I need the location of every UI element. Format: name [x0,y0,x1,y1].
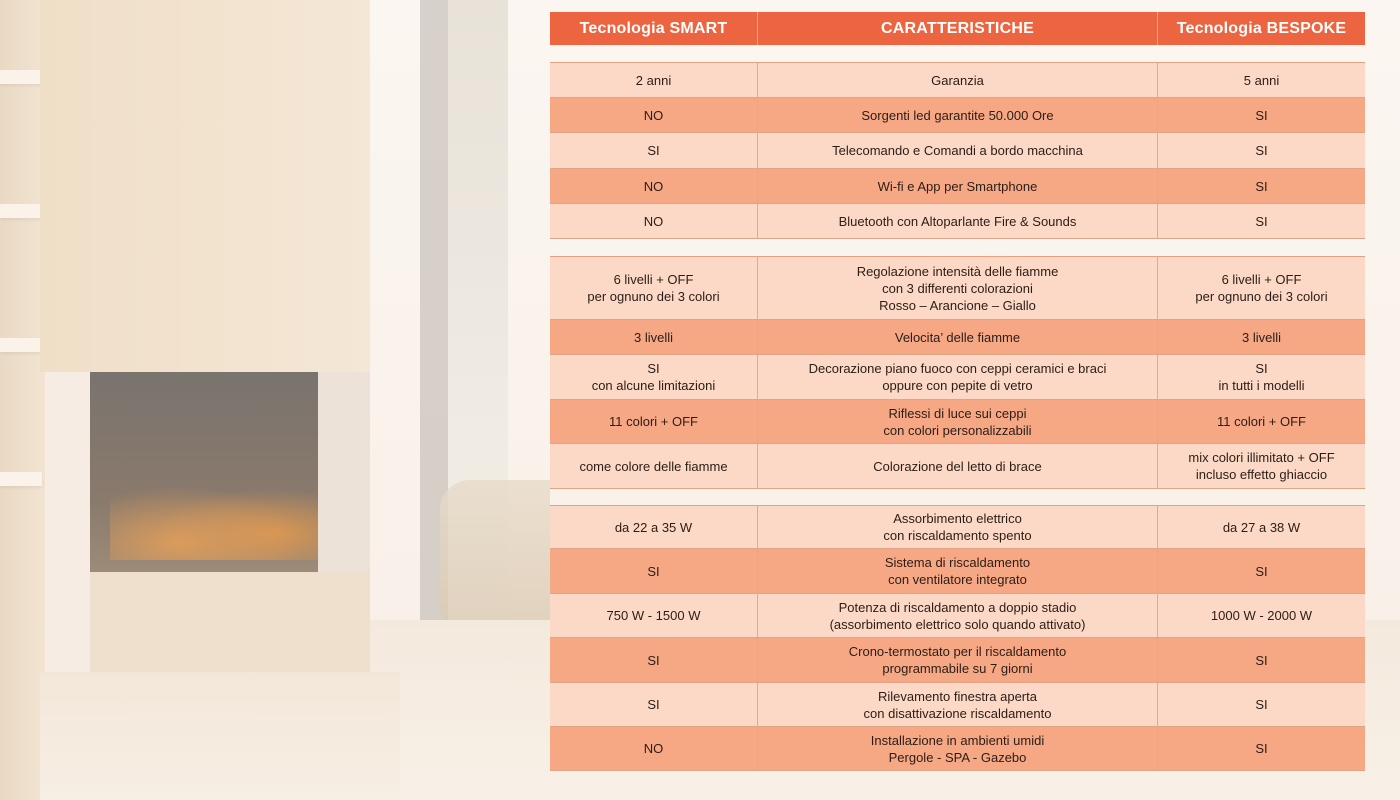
table-row [550,169,1365,204]
table-row [550,257,1365,320]
cell-bespoke: 5 anni [1243,72,1280,88]
cell-feature: Installazione in ambienti umidi Pergole - SPA - Gazebo [758,727,1158,770]
cell-bespoke: SI [1255,213,1268,229]
cell-bespoke: 11 colori + OFF [1217,414,1306,429]
cell-smart: 2 anni [550,63,758,97]
cell-feature: Sorgenti led garantite 50.000 Ore [758,98,1158,132]
table-row [550,355,1365,400]
cell-bespoke: SI [1255,143,1268,158]
left-wall [0,0,45,800]
cell-feature: Crono-termostato per il riscaldamento programmabile su 7 giorni [758,638,1158,682]
cell-bespoke: SI [1255,107,1268,123]
cell-feature: Regolazione intensità delle fiamme con 3 differenti colorazioni Rosso – Arancione – Giallo [758,257,1158,319]
table-row [550,63,1365,98]
table-group [550,62,1365,239]
cell-smart: SI [550,133,758,168]
cell-smart: come colore delle fiamme [550,444,758,488]
cell-bespoke: 3 livelli [1241,329,1281,345]
cell-bespoke: SI [1255,652,1268,668]
cell-bespoke: SI [1255,178,1268,194]
cell-feature: Wi-fi e App per Smartphone [758,169,1158,203]
table-group [550,505,1365,771]
cell-feature: Sistema di riscaldamento con ventilatore integrato [758,549,1158,593]
cell-feature: Rilevamento finestra aperta con disattivazione riscaldamento [758,683,1158,726]
cell-smart: 6 livelli + OFF per ognuno dei 3 colori [550,257,758,319]
shelf [0,70,42,84]
table-group [550,256,1365,489]
cell-feature: Colorazione del letto di brace [758,444,1158,488]
cell-smart: NO [550,98,758,132]
cell-smart: NO [550,169,758,203]
cell-smart: SI [550,638,758,682]
table-row [550,400,1365,444]
cell-smart: SI [550,549,758,593]
fireplace-base [40,672,400,800]
table-row [550,683,1365,727]
table-row [550,727,1365,771]
cell-feature: Bluetooth con Altoparlante Fire & Sounds [758,204,1158,238]
table-row [550,549,1365,594]
chimney-breast [40,0,370,372]
table-row [550,320,1365,355]
table-row [550,204,1365,239]
table-row [550,638,1365,683]
cell-feature: Telecomando e Comandi a bordo macchina [758,133,1158,168]
cell-smart: 750 W - 1500 W [550,594,758,637]
cell-smart: NO [550,204,758,238]
cell-feature: Potenza di riscaldamento a doppio stadio (assorbimento elettrico solo quando attivato) [758,594,1158,637]
cell-bespoke: SI [1255,563,1268,579]
cell-feature: Assorbimento elettrico con riscaldamento spento [758,506,1158,548]
fireplace-flames [110,470,340,560]
header-smart: Tecnologia SMART [550,12,758,45]
table-row [550,98,1365,133]
shelf [0,472,42,486]
cell-smart: SI con alcune limitazioni [550,355,758,399]
fireplace-glass-side [318,372,370,572]
table-row [550,444,1365,489]
table-header [550,12,1365,45]
cell-bespoke: mix colori illimitato + OFF incluso effetto ghiaccio [1188,450,1335,482]
cell-feature: Velocita’ delle fiamme [758,320,1158,354]
cell-bespoke: 6 livelli + OFF per ognuno dei 3 colori [1195,272,1328,304]
cell-smart: 3 livelli [550,320,758,354]
armchair [440,480,550,620]
cell-feature: Decorazione piano fuoco con ceppi ceramici e braci oppure con pepite di vetro [758,355,1158,399]
fireplace-hearth [90,572,370,672]
cell-feature: Riflessi di luce sui ceppi con colori personalizzabili [758,400,1158,443]
table-row [550,133,1365,169]
cell-bespoke: 1000 W - 2000 W [1210,608,1313,623]
cell-feature: Garanzia [758,63,1158,97]
shelf [0,338,42,352]
header-bespoke: Tecnologia BESPOKE [1158,12,1365,45]
cell-smart: 11 colori + OFF [550,400,758,443]
table-row [550,506,1365,549]
cell-bespoke: da 27 a 38 W [1222,519,1301,535]
cell-smart: NO [550,727,758,770]
cell-smart: SI [550,683,758,726]
cell-bespoke: SI [1255,741,1268,756]
cell-bespoke: SI in tutti i modelli [1218,361,1305,393]
table-row [550,594,1365,638]
cell-smart: da 22 a 35 W [550,506,758,548]
cell-bespoke: SI [1255,697,1268,712]
header-features: CARATTERISTICHE [758,12,1158,45]
shelf [0,204,42,218]
